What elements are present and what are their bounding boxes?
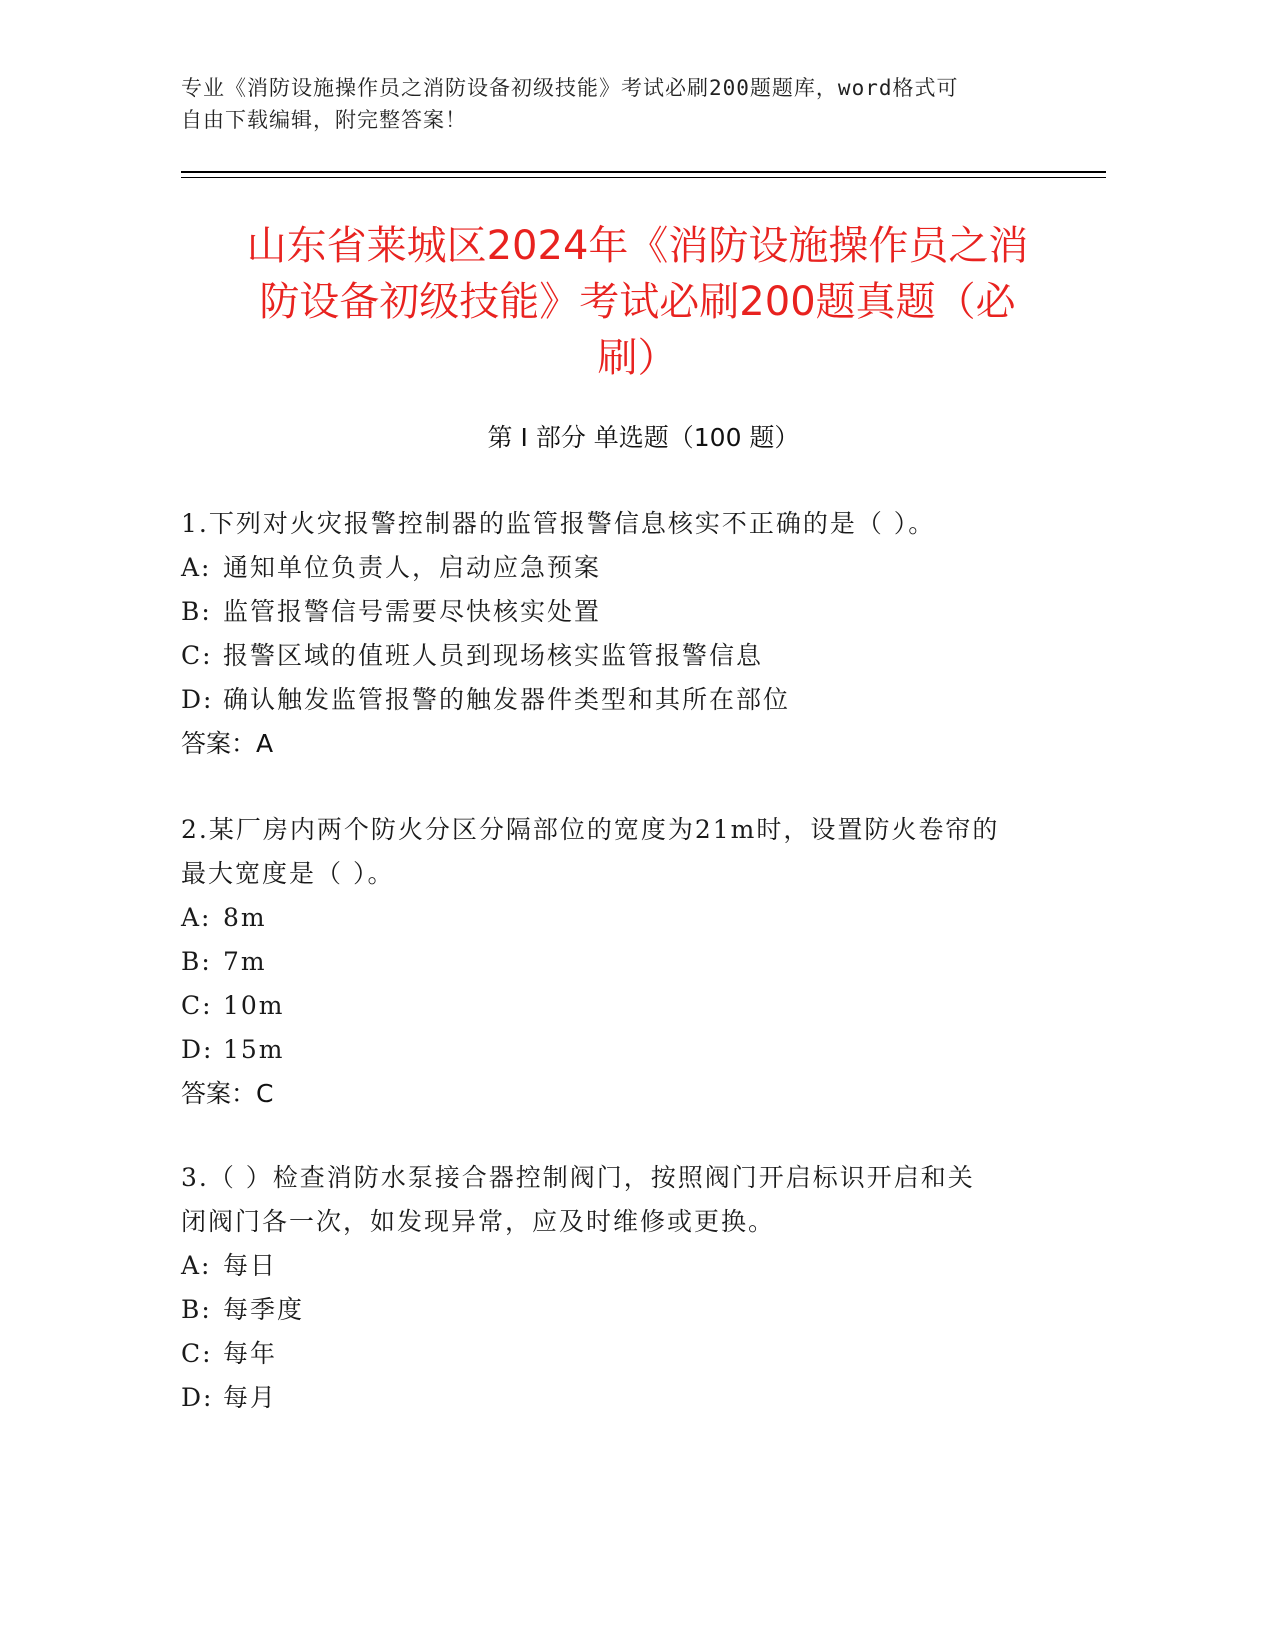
option-c [181, 634, 1061, 678]
option-d [181, 1376, 1061, 1420]
option-key: D: [181, 685, 214, 714]
question-3 [181, 1156, 1061, 1420]
option-key: C: [181, 1339, 213, 1368]
option-c [181, 1332, 1061, 1376]
option-c [181, 984, 1061, 1028]
option-key: A: [181, 1251, 212, 1280]
title-line-3: 刷） [597, 335, 678, 381]
option-key: D: [181, 1035, 214, 1064]
section-heading: 第 I 部分 单选题（100 题） [487, 423, 800, 452]
option-text: 每季度 [223, 1295, 305, 1324]
header-rule-thick [181, 171, 1106, 173]
option-a [181, 546, 1061, 590]
option-d [181, 678, 1061, 722]
option-text: 每月 [223, 1383, 278, 1412]
option-text: 15m [223, 1035, 285, 1064]
question-text: 1.下列对火灾报警控制器的监管报警信息核实不正确的是（ ）。 [181, 509, 936, 538]
option-a [181, 1244, 1061, 1288]
intro-line-2: 自由下载编辑，附完整答案！ [181, 108, 467, 132]
question-1 [181, 502, 1061, 766]
option-key: D: [181, 1383, 214, 1412]
option-key: B: [181, 947, 212, 976]
answer-line: 答案：C [181, 1079, 274, 1108]
option-b [181, 940, 1061, 984]
answer-line: 答案：A [181, 729, 274, 758]
title-line-2: 防设备初级技能》考试必刷200题真题（必 [259, 279, 1016, 325]
option-b [181, 590, 1061, 634]
option-key: B: [181, 1295, 212, 1324]
option-text: 报警区域的值班人员到现场核实监管报警信息 [223, 641, 764, 670]
option-key: C: [181, 991, 213, 1020]
option-a [181, 896, 1061, 940]
option-text: 8m [223, 903, 267, 932]
intro-paragraph [181, 72, 1061, 136]
title-line-1: 山东省莱城区2024年《消防设施操作员之消 [246, 223, 1029, 269]
intro-line-1: 专业《消防设施操作员之消防设备初级技能》考试必刷200题题库，word格式可 [181, 76, 959, 100]
option-text: 每年 [223, 1339, 278, 1368]
question-text-line-1: 3.（ ）检查消防水泵接合器控制阀门，按照阀门开启标识开启和关 [181, 1163, 975, 1192]
option-key: B: [181, 597, 212, 626]
option-key: A: [181, 903, 212, 932]
question-text-line-1: 2.某厂房内两个防火分区分隔部位的宽度为21m时，设置防火卷帘的 [181, 815, 1000, 844]
document-title [150, 218, 1125, 386]
option-text: 10m [223, 991, 285, 1020]
option-text: 监管报警信号需要尽快核实处置 [223, 597, 602, 626]
option-key: A: [181, 553, 212, 582]
option-text: 每日 [223, 1251, 278, 1280]
option-text: 7m [223, 947, 267, 976]
question-text-line-2: 最大宽度是（ ）。 [181, 859, 395, 888]
question-2 [181, 808, 1061, 1116]
option-text: 确认触发监管报警的触发器件类型和其所在部位 [223, 685, 791, 714]
option-d [181, 1028, 1061, 1072]
option-b [181, 1288, 1061, 1332]
header-rule-thin [181, 177, 1106, 178]
option-key: C: [181, 641, 213, 670]
option-text: 通知单位负责人，启动应急预案 [223, 553, 602, 582]
question-text-line-2: 闭阀门各一次，如发现异常，应及时维修或更换。 [181, 1207, 776, 1236]
